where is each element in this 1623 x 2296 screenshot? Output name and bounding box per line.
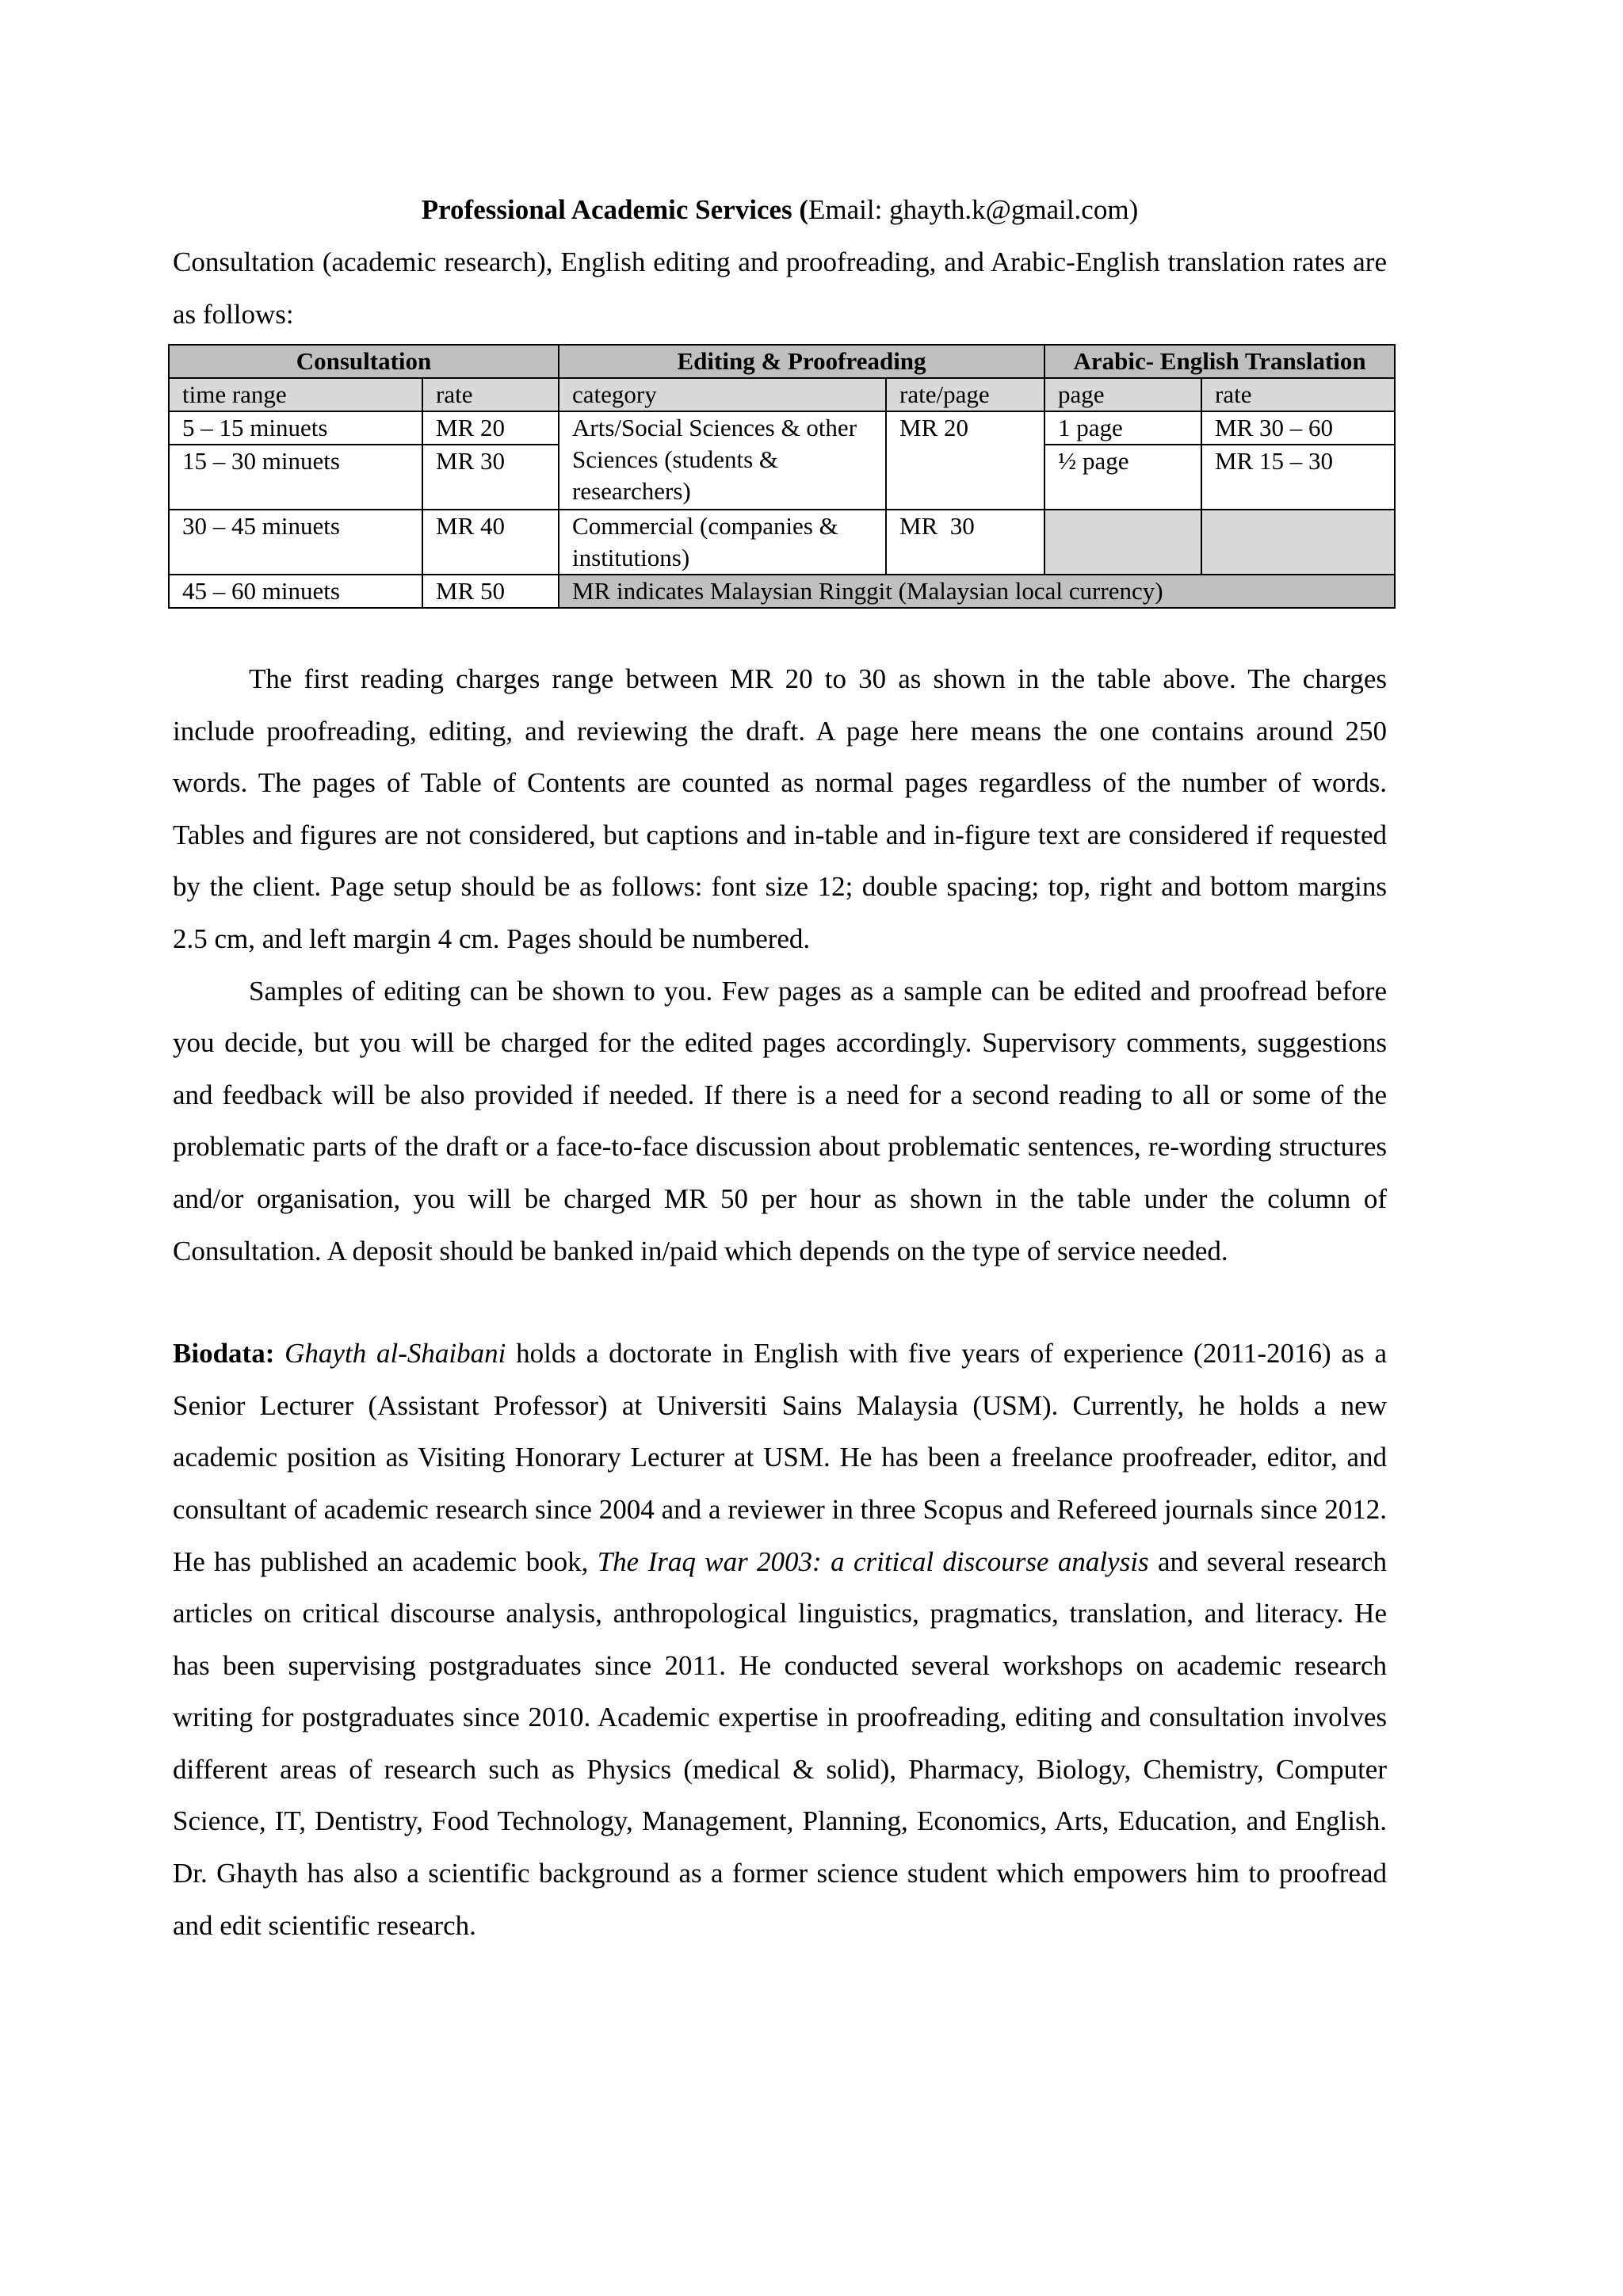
title-bold: Professional Academic Services ( — [421, 194, 809, 225]
biodata-text-1: holds a doctorate in English with five years of experience (2011-2016) as a Senior Lecturer (Assistant Professor) at Universiti Sains Malaysia (USM). Currently, he holds a new academic position as Visiting Honorary Lecturer at USM. He has been a freelance proofreader, editor, and consultant of academic research since 2004 and a reviewer in three Scopus and Refereed journals since 2012. He has published an academic book, — [173, 1338, 1387, 1577]
cell-category: Commercial (companies & institutions) — [559, 510, 886, 575]
subheader-translation-rate: rate — [1201, 378, 1395, 411]
cell-editing-rate: MR 20 — [886, 411, 1044, 510]
table-row — [169, 411, 1395, 445]
page-title — [173, 184, 1387, 236]
header-editing: Editing & Proofreading — [559, 345, 1044, 378]
paragraph-first-reading: The first reading charges range between MR 20 to 30 as shown in the table above. The charges include proofreading, editing, and reviewing the draft. A page here means the one contains around 250 words. The pages of Table of Contents are counted as normal pages regardless of the number of words. Tables and figures are not considered, but captions and in-table and in-figure text are considered if requested by the client. Page setup should be as follows: font size 12; double spacing; top, right and bottom margins 2.5 cm, and left margin 4 cm. Pages should be numbered. — [173, 663, 1387, 954]
cell-time: 30 – 45 minuets — [169, 510, 422, 575]
intro-paragraph: Consultation (academic research), English editing and proofreading, and Arabic-English translation rates are as follows: — [173, 246, 1387, 330]
cell-category: Arts/Social Sciences & other Sciences (students & researchers) — [559, 411, 886, 510]
biodata-book-title: The Iraq war 2003: a critical discourse analysis — [597, 1545, 1149, 1577]
cell-rate: MR 30 — [422, 445, 559, 510]
subheader-rate-page: rate/page — [886, 378, 1044, 411]
biodata-name: Ghayth al-Shaibani — [285, 1338, 506, 1370]
cell-editing-rate: MR 30 — [886, 510, 1044, 575]
cell-translation-rate: MR 30 – 60 — [1201, 411, 1395, 445]
cell-page: 1 page — [1044, 411, 1201, 445]
table-subheader-row — [169, 378, 1395, 411]
biodata-label: Biodata: — [173, 1338, 275, 1370]
subheader-rate: rate — [422, 378, 559, 411]
title-email: Email: ghayth.k@gmail.com) — [808, 194, 1139, 225]
table-row — [169, 575, 1395, 608]
table-header-row — [169, 345, 1395, 378]
cell-time: 5 – 15 minuets — [169, 411, 422, 445]
cell-time: 15 – 30 minuets — [169, 445, 422, 510]
cell-page: ½ page — [1044, 445, 1201, 510]
biodata-paragraph — [173, 1328, 1387, 1951]
document-content — [173, 184, 1387, 1951]
subheader-page: page — [1044, 378, 1201, 411]
cell-empty — [1044, 510, 1201, 575]
cell-empty — [1201, 510, 1395, 575]
rates-table — [168, 344, 1396, 609]
biodata-text-2: and several research articles on critical discourse analysis, anthropological linguistics, pragmatics, translation, and literacy. He has been supervising postgraduates since 2011. He conducted several workshops on academic research writing for postgraduates since 2010. Academic expertise in proofreading, editing and consultation involves different areas of research such as Physics (medical & solid), Pharmacy, Biology, Chemistry, Computer Science, IT, Dentistry, Food Technology, Management, Planning, Economics, Arts, Education, and English. Dr. Ghayth has also a scientific background as a former science student which empowers him to proofread and edit scientific research. — [173, 1545, 1387, 1941]
table-row — [169, 510, 1395, 575]
cell-rate: MR 50 — [422, 575, 559, 608]
cell-rate: MR 40 — [422, 510, 559, 575]
currency-note: MR indicates Malaysian Ringgit (Malaysian local currency) — [559, 575, 1395, 608]
header-translation: Arabic- English Translation — [1044, 345, 1395, 378]
subheader-time-range: time range — [169, 378, 422, 411]
cell-time: 45 – 60 minuets — [169, 575, 422, 608]
cell-translation-rate: MR 15 – 30 — [1201, 445, 1395, 510]
header-consultation: Consultation — [169, 345, 559, 378]
cell-rate: MR 20 — [422, 411, 559, 445]
paragraph-samples: Samples of editing can be shown to you. Few pages as a sample can be edited and proofread before you decide, but you will be charged for the edited pages accordingly. Supervisory comments, suggestions and feedback will be also provided if needed. If there is a need for a second reading to all or some of the problematic parts of the draft or a face-to-face discussion about problematic sentences, re-wording structures and/or organisation, you will be charged MR 50 per hour as shown in the table under the column of Consultation. A deposit should be banked in/paid which depends on the type of service needed. — [173, 975, 1387, 1266]
subheader-category: category — [559, 378, 886, 411]
